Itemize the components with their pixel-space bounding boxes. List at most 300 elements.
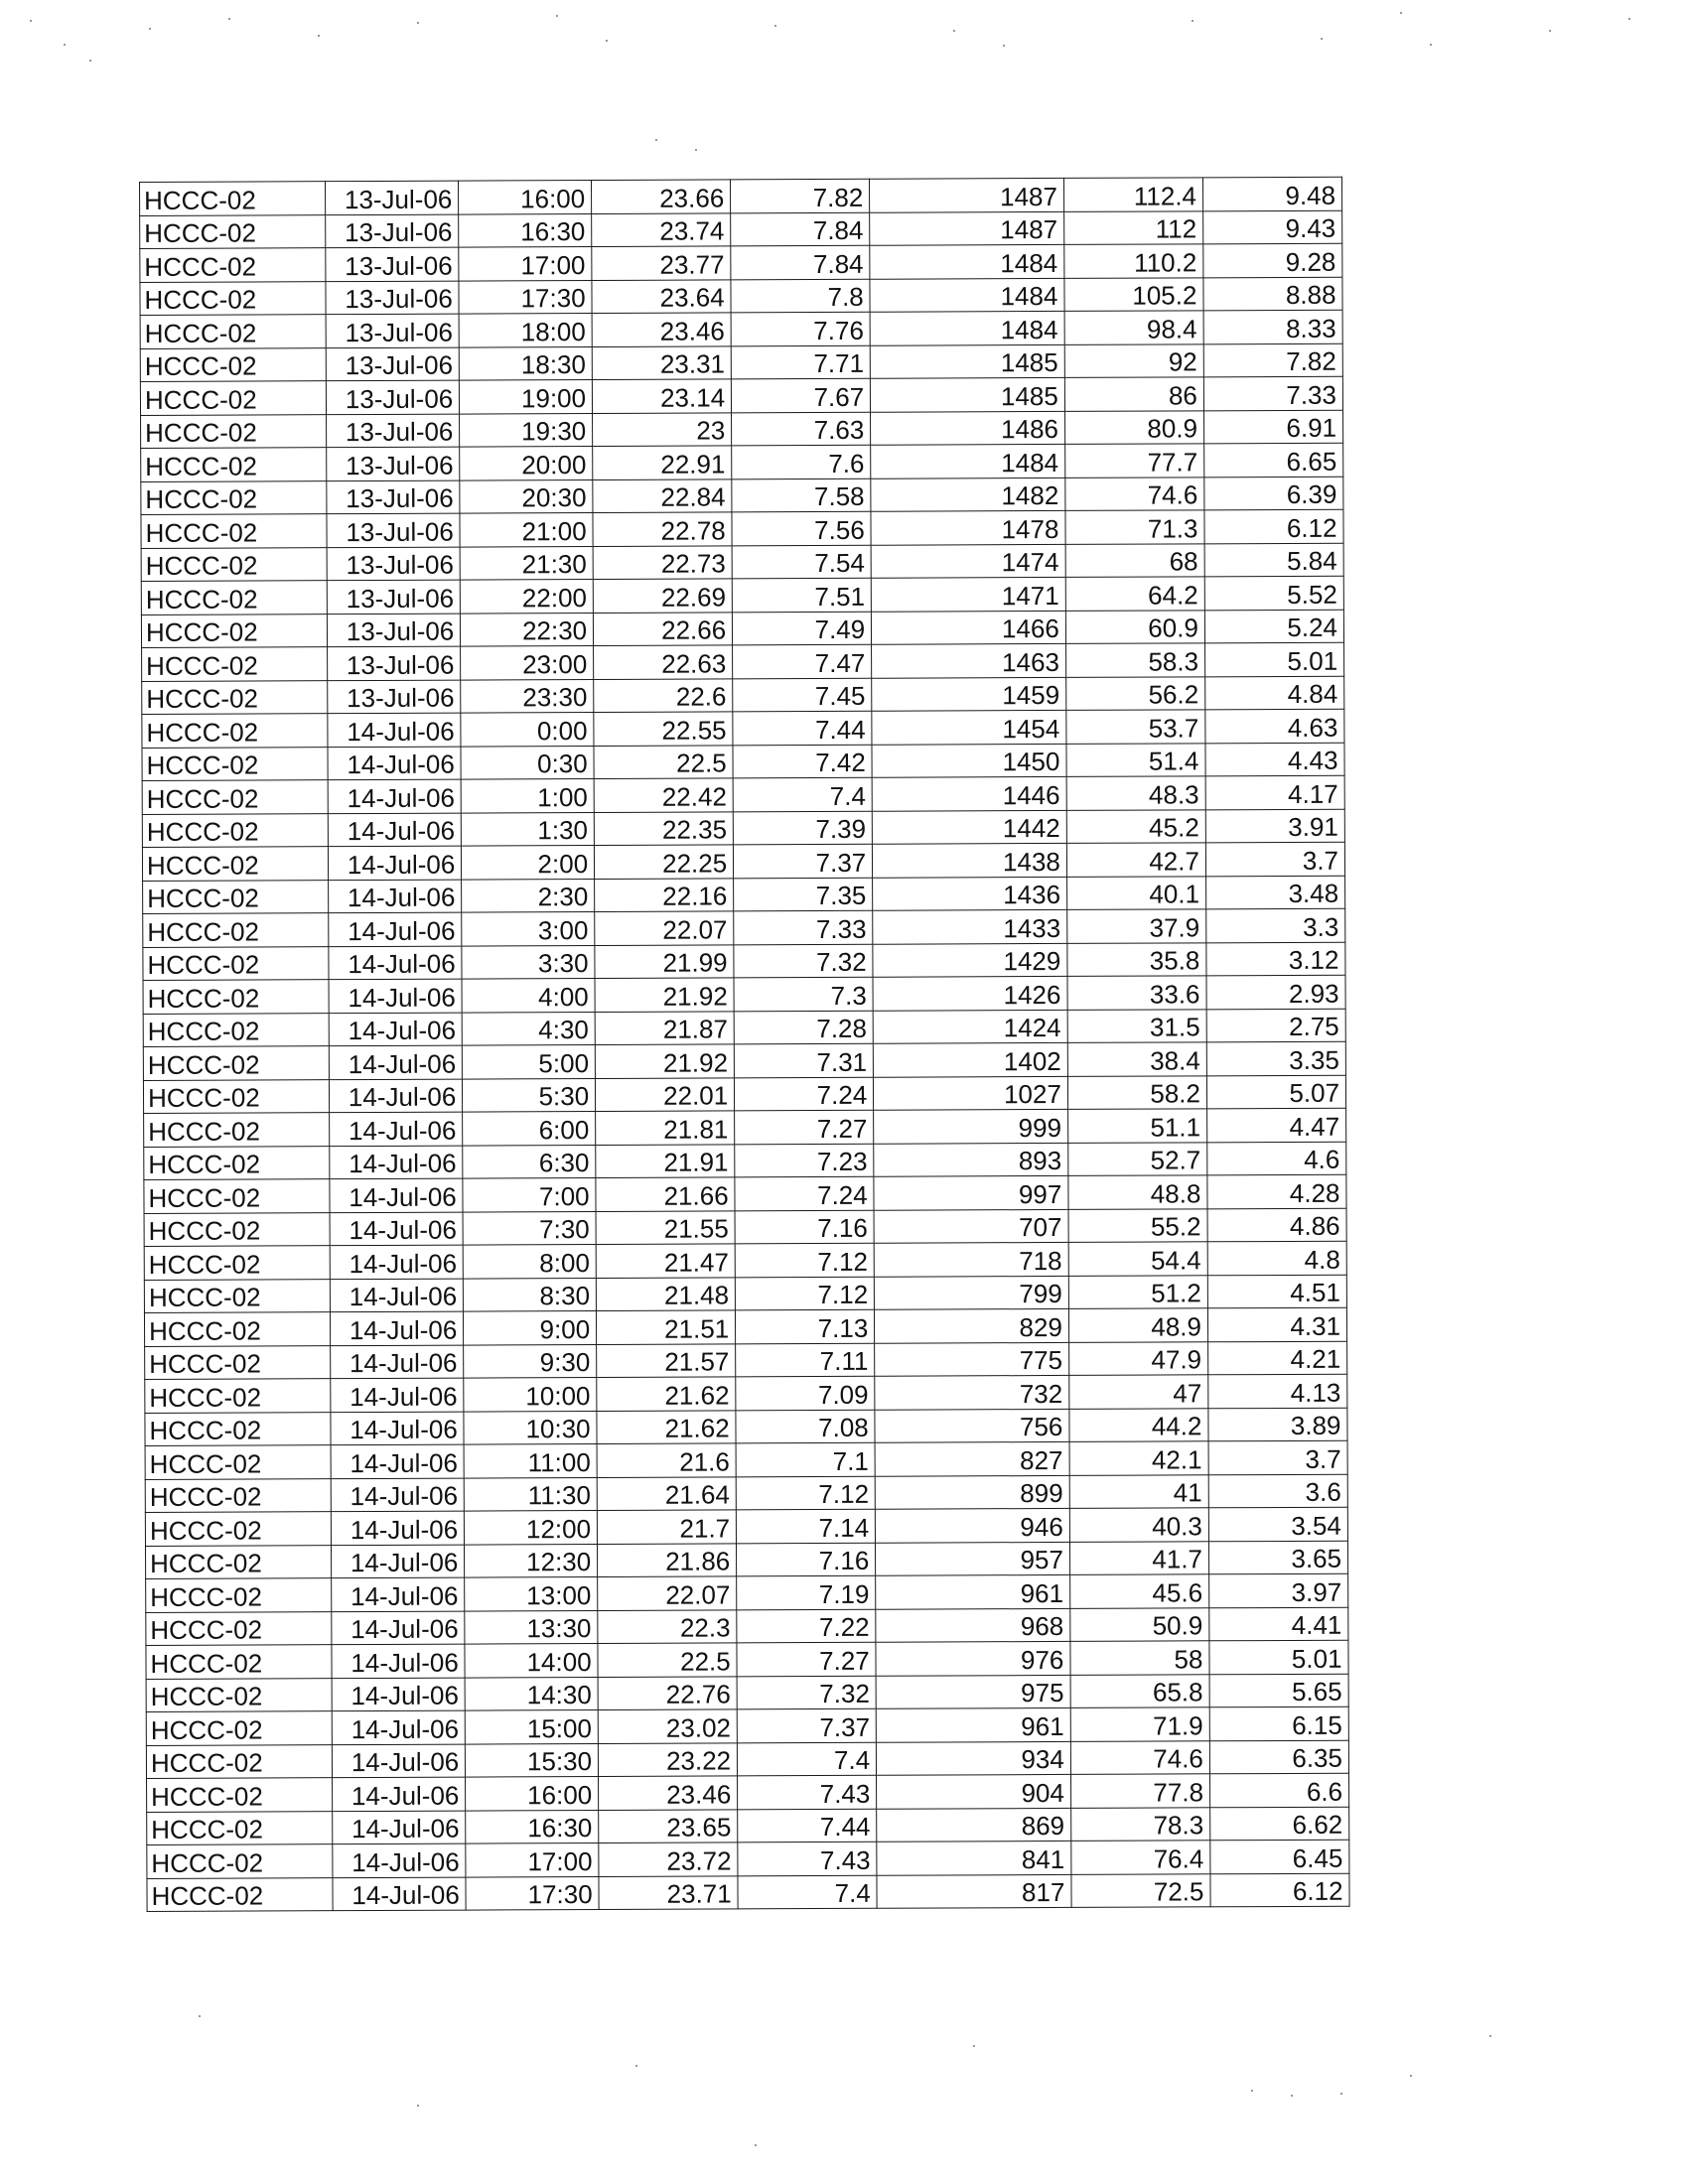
table-row bbox=[146, 1640, 1348, 1679]
table-row bbox=[140, 177, 1342, 215]
do-pct-cell: 42.7 bbox=[1066, 843, 1205, 877]
time-cell: 20:00 bbox=[460, 447, 593, 480]
site-cell: HCCC-02 bbox=[141, 547, 328, 581]
do-mg-cell: 5.52 bbox=[1204, 576, 1343, 610]
ph-cell: 7.22 bbox=[737, 1609, 876, 1643]
table-row bbox=[141, 543, 1343, 582]
ph-cell: 7.71 bbox=[731, 345, 870, 379]
table-row bbox=[145, 1507, 1347, 1546]
time-cell: 4:00 bbox=[462, 979, 595, 1013]
temp-cell: 22.73 bbox=[593, 545, 732, 579]
cond-cell: 1478 bbox=[871, 510, 1065, 544]
date-cell: 14-Jul-06 bbox=[330, 1112, 463, 1146]
do-pct-cell: 53.7 bbox=[1066, 710, 1205, 744]
time-cell: 14:00 bbox=[465, 1643, 598, 1677]
temp-cell: 21.51 bbox=[597, 1310, 736, 1344]
table-row bbox=[142, 842, 1344, 881]
do-pct-cell: 58.3 bbox=[1065, 643, 1204, 677]
site-cell: HCCC-02 bbox=[142, 780, 329, 814]
table-row bbox=[145, 1440, 1347, 1479]
temp-cell: 23.72 bbox=[599, 1843, 738, 1876]
do-pct-cell: 56.2 bbox=[1066, 676, 1205, 710]
do-pct-cell: 41.7 bbox=[1069, 1541, 1208, 1574]
time-cell: 18:30 bbox=[459, 346, 592, 380]
do-mg-cell: 6.12 bbox=[1210, 1873, 1349, 1907]
temp-cell: 22.76 bbox=[598, 1676, 737, 1709]
date-cell: 14-Jul-06 bbox=[332, 1478, 465, 1512]
time-cell: 3:30 bbox=[462, 945, 595, 979]
site-cell: HCCC-02 bbox=[145, 1545, 332, 1578]
ph-cell: 7.37 bbox=[737, 1708, 876, 1742]
time-cell: 7:00 bbox=[463, 1178, 596, 1212]
site-cell: HCCC-02 bbox=[141, 614, 328, 647]
site-cell: HCCC-02 bbox=[146, 1744, 333, 1778]
date-cell: 14-Jul-06 bbox=[329, 779, 462, 813]
temp-cell: 23 bbox=[593, 412, 732, 446]
do-pct-cell: 45.6 bbox=[1069, 1574, 1208, 1608]
ph-cell: 7.49 bbox=[733, 612, 872, 645]
date-cell: 14-Jul-06 bbox=[329, 880, 462, 913]
scan-speck bbox=[318, 35, 320, 37]
date-cell: 14-Jul-06 bbox=[333, 1710, 466, 1744]
temp-cell: 23.31 bbox=[592, 345, 731, 379]
temp-cell: 21.57 bbox=[597, 1343, 736, 1377]
cond-cell: 1484 bbox=[870, 244, 1064, 278]
scan-speck bbox=[973, 2045, 975, 2047]
time-cell: 17:30 bbox=[466, 1876, 599, 1910]
table-row bbox=[140, 376, 1342, 415]
table-row bbox=[141, 477, 1343, 515]
temp-cell: 21.55 bbox=[596, 1210, 735, 1244]
date-cell: 14-Jul-06 bbox=[331, 1378, 464, 1412]
temp-cell: 21.66 bbox=[596, 1177, 735, 1211]
scan-speck bbox=[64, 44, 66, 46]
ph-cell: 7.19 bbox=[737, 1575, 876, 1609]
scan-speck bbox=[1340, 2093, 1342, 2095]
table-row bbox=[141, 410, 1343, 449]
table-row bbox=[144, 1241, 1346, 1280]
temp-cell: 22.5 bbox=[598, 1643, 737, 1677]
time-cell: 1:30 bbox=[462, 812, 595, 846]
time-cell: 2:30 bbox=[462, 879, 595, 912]
date-cell: 13-Jul-06 bbox=[328, 680, 461, 714]
do-mg-cell: 9.48 bbox=[1202, 177, 1341, 210]
date-cell: 14-Jul-06 bbox=[333, 1744, 466, 1778]
site-cell: HCCC-02 bbox=[144, 1246, 331, 1280]
cond-cell: 1429 bbox=[873, 943, 1067, 977]
temp-cell: 21.92 bbox=[595, 978, 734, 1012]
date-cell: 14-Jul-06 bbox=[330, 1045, 463, 1079]
temp-cell: 22.69 bbox=[593, 579, 732, 613]
date-cell: 14-Jul-06 bbox=[333, 1843, 466, 1877]
date-cell: 14-Jul-06 bbox=[333, 1811, 466, 1844]
ph-cell: 7.3 bbox=[734, 977, 873, 1011]
ph-cell: 7.51 bbox=[732, 578, 871, 612]
cond-cell: 707 bbox=[874, 1209, 1068, 1243]
site-cell: HCCC-02 bbox=[147, 1811, 334, 1844]
do-pct-cell: 47 bbox=[1069, 1375, 1208, 1409]
ph-cell: 7.27 bbox=[737, 1642, 876, 1676]
do-mg-cell: 3.12 bbox=[1206, 942, 1345, 976]
cond-cell: 1484 bbox=[871, 444, 1065, 478]
do-mg-cell: 3.35 bbox=[1206, 1041, 1345, 1075]
cond-cell: 1471 bbox=[871, 577, 1065, 611]
cond-cell: 1485 bbox=[871, 377, 1065, 411]
table-row bbox=[146, 1607, 1348, 1646]
do-mg-cell: 7.33 bbox=[1203, 376, 1342, 410]
do-mg-cell: 9.28 bbox=[1203, 243, 1342, 277]
site-cell: HCCC-02 bbox=[141, 514, 328, 548]
site-cell: HCCC-02 bbox=[140, 315, 327, 348]
do-pct-cell: 45.2 bbox=[1066, 809, 1205, 843]
site-cell: HCCC-02 bbox=[143, 913, 330, 947]
time-cell: 11:00 bbox=[464, 1443, 597, 1477]
do-mg-cell: 4.84 bbox=[1205, 676, 1344, 710]
do-pct-cell: 92 bbox=[1064, 343, 1203, 377]
temp-cell: 23.66 bbox=[592, 180, 731, 213]
time-cell: 17:00 bbox=[466, 1843, 599, 1876]
temp-cell: 22.07 bbox=[598, 1576, 737, 1610]
do-mg-cell: 6.91 bbox=[1203, 410, 1342, 444]
ph-cell: 7.16 bbox=[737, 1543, 876, 1576]
cond-cell: 756 bbox=[875, 1409, 1069, 1442]
ph-cell: 7.43 bbox=[738, 1775, 877, 1809]
scan-speck bbox=[953, 30, 955, 32]
time-cell: 8:30 bbox=[464, 1278, 597, 1311]
date-cell: 14-Jul-06 bbox=[332, 1644, 465, 1678]
date-cell: 13-Jul-06 bbox=[327, 347, 460, 381]
temp-cell: 21.7 bbox=[597, 1510, 736, 1544]
site-cell: HCCC-02 bbox=[142, 680, 329, 714]
table-row bbox=[140, 243, 1342, 282]
do-mg-cell: 6.6 bbox=[1209, 1773, 1348, 1807]
do-mg-cell: 8.88 bbox=[1203, 277, 1342, 311]
site-cell: HCCC-02 bbox=[145, 1445, 332, 1479]
date-cell: 13-Jul-06 bbox=[326, 314, 459, 347]
site-cell: HCCC-02 bbox=[143, 1079, 330, 1113]
table-row bbox=[145, 1408, 1347, 1446]
site-cell: HCCC-02 bbox=[140, 214, 327, 248]
site-cell: HCCC-02 bbox=[146, 1611, 333, 1645]
ph-cell: 7.8 bbox=[731, 279, 870, 313]
scan-speck bbox=[1400, 12, 1402, 14]
time-cell: 16:30 bbox=[459, 213, 592, 247]
temp-cell: 22.91 bbox=[593, 446, 732, 479]
cond-cell: 1426 bbox=[873, 976, 1067, 1010]
time-cell: 4:30 bbox=[462, 1012, 595, 1045]
do-pct-cell: 48.3 bbox=[1066, 776, 1205, 810]
do-pct-cell: 71.3 bbox=[1065, 510, 1204, 544]
time-cell: 15:30 bbox=[466, 1743, 599, 1777]
do-mg-cell: 4.31 bbox=[1207, 1307, 1346, 1341]
time-cell: 0:30 bbox=[461, 746, 594, 779]
temp-cell: 23.46 bbox=[599, 1776, 738, 1810]
time-cell: 20:30 bbox=[460, 479, 593, 513]
date-cell: 13-Jul-06 bbox=[326, 281, 459, 315]
do-mg-cell: 3.89 bbox=[1208, 1408, 1347, 1441]
do-mg-cell: 3.7 bbox=[1208, 1440, 1347, 1474]
date-cell: 14-Jul-06 bbox=[331, 1245, 464, 1279]
table-row bbox=[143, 975, 1345, 1014]
ph-cell: 7.1 bbox=[736, 1442, 875, 1476]
table-row bbox=[144, 1174, 1346, 1213]
date-cell: 14-Jul-06 bbox=[329, 946, 462, 980]
table-row bbox=[140, 277, 1342, 316]
ph-cell: 7.12 bbox=[735, 1243, 874, 1277]
temp-cell: 21.81 bbox=[596, 1111, 735, 1145]
site-cell: HCCC-02 bbox=[141, 480, 328, 514]
do-mg-cell: 8.33 bbox=[1203, 310, 1342, 343]
cond-cell: 975 bbox=[876, 1675, 1070, 1708]
ph-cell: 7.54 bbox=[732, 545, 871, 579]
cond-cell: 829 bbox=[875, 1308, 1069, 1342]
time-cell: 13:00 bbox=[465, 1576, 598, 1610]
do-mg-cell: 4.41 bbox=[1209, 1607, 1348, 1641]
table-row bbox=[141, 576, 1343, 614]
temp-cell: 22.3 bbox=[598, 1609, 737, 1643]
temp-cell: 23.22 bbox=[598, 1742, 737, 1776]
temp-cell: 23.65 bbox=[599, 1809, 738, 1843]
cond-cell: 1484 bbox=[870, 278, 1064, 312]
time-cell: 21:30 bbox=[460, 546, 593, 580]
date-cell: 14-Jul-06 bbox=[329, 846, 462, 880]
date-cell: 14-Jul-06 bbox=[328, 713, 461, 747]
temp-cell: 23.74 bbox=[592, 212, 731, 246]
temp-cell: 21.64 bbox=[597, 1476, 736, 1510]
cond-cell: 1402 bbox=[874, 1042, 1068, 1076]
date-cell: 13-Jul-06 bbox=[327, 447, 460, 480]
site-cell: HCCC-02 bbox=[146, 1578, 333, 1612]
table-row bbox=[144, 1142, 1346, 1180]
site-cell: HCCC-02 bbox=[142, 647, 329, 681]
do-pct-cell: 51.1 bbox=[1067, 1109, 1206, 1143]
cond-cell: 817 bbox=[877, 1874, 1071, 1908]
ph-cell: 7.4 bbox=[738, 1742, 877, 1776]
table-row bbox=[147, 1807, 1349, 1845]
scan-speck bbox=[635, 2065, 637, 2067]
site-cell: HCCC-02 bbox=[142, 813, 329, 847]
do-mg-cell: 4.51 bbox=[1207, 1275, 1346, 1308]
ph-cell: 7.14 bbox=[737, 1509, 876, 1543]
do-mg-cell: 5.07 bbox=[1206, 1075, 1345, 1109]
do-pct-cell: 76.4 bbox=[1071, 1841, 1210, 1874]
cond-cell: 1487 bbox=[870, 211, 1064, 245]
do-pct-cell: 51.2 bbox=[1068, 1275, 1207, 1308]
date-cell: 14-Jul-06 bbox=[329, 912, 462, 946]
date-cell: 13-Jul-06 bbox=[328, 580, 461, 614]
cond-cell: 732 bbox=[875, 1375, 1069, 1409]
scan-speck bbox=[199, 2015, 201, 2017]
do-mg-cell: 6.45 bbox=[1210, 1840, 1349, 1873]
ph-cell: 7.23 bbox=[735, 1144, 874, 1177]
table-row bbox=[145, 1341, 1347, 1380]
do-mg-cell: 3.3 bbox=[1206, 908, 1345, 942]
cond-cell: 1027 bbox=[874, 1076, 1068, 1110]
do-mg-cell: 3.54 bbox=[1208, 1507, 1347, 1541]
do-pct-cell: 50.9 bbox=[1070, 1607, 1209, 1641]
time-cell: 8:00 bbox=[463, 1245, 596, 1279]
time-cell: 16:00 bbox=[466, 1776, 599, 1810]
date-cell: 14-Jul-06 bbox=[333, 1877, 466, 1911]
date-cell: 14-Jul-06 bbox=[331, 1279, 464, 1312]
table-body bbox=[140, 177, 1350, 1911]
table-row bbox=[144, 1275, 1346, 1313]
scan-speck bbox=[1003, 45, 1005, 47]
do-pct-cell: 98.4 bbox=[1064, 311, 1203, 344]
do-pct-cell: 78.3 bbox=[1071, 1807, 1210, 1841]
site-cell: HCCC-02 bbox=[142, 847, 329, 881]
date-cell: 14-Jul-06 bbox=[330, 1013, 463, 1046]
temp-cell: 23.64 bbox=[592, 279, 731, 313]
cond-cell: 1485 bbox=[870, 344, 1064, 378]
do-mg-cell: 4.28 bbox=[1207, 1174, 1346, 1208]
time-cell: 12:00 bbox=[465, 1510, 598, 1544]
ph-cell: 7.32 bbox=[734, 944, 873, 978]
do-pct-cell: 35.8 bbox=[1067, 942, 1206, 976]
do-mg-cell: 3.91 bbox=[1205, 809, 1344, 843]
cond-cell: 1482 bbox=[871, 478, 1065, 511]
scan-speck bbox=[1321, 38, 1323, 40]
date-cell: 14-Jul-06 bbox=[332, 1678, 465, 1711]
table-row bbox=[145, 1474, 1347, 1513]
cond-cell: 968 bbox=[876, 1608, 1070, 1642]
do-mg-cell: 6.12 bbox=[1204, 509, 1343, 543]
date-cell: 14-Jul-06 bbox=[329, 979, 462, 1013]
cond-cell: 899 bbox=[875, 1475, 1069, 1509]
date-cell: 14-Jul-06 bbox=[330, 1079, 463, 1113]
ph-cell: 7.27 bbox=[735, 1110, 874, 1144]
table-row bbox=[144, 1108, 1346, 1147]
time-cell: 15:00 bbox=[465, 1709, 598, 1743]
do-mg-cell: 4.13 bbox=[1208, 1374, 1347, 1408]
temp-cell: 22.07 bbox=[595, 911, 734, 945]
temp-cell: 22.84 bbox=[593, 478, 732, 512]
cond-cell: 1446 bbox=[872, 776, 1066, 810]
temp-cell: 21.87 bbox=[595, 1011, 734, 1044]
ph-cell: 7.42 bbox=[733, 745, 872, 778]
time-cell: 23:00 bbox=[461, 646, 594, 680]
ph-cell: 7.4 bbox=[733, 777, 872, 811]
scan-speck bbox=[417, 22, 419, 24]
data-table bbox=[139, 177, 1350, 1912]
do-pct-cell: 52.7 bbox=[1068, 1142, 1207, 1175]
site-cell: HCCC-02 bbox=[144, 1113, 331, 1147]
do-mg-cell: 4.86 bbox=[1207, 1208, 1346, 1242]
cond-cell: 827 bbox=[875, 1441, 1069, 1475]
do-pct-cell: 58.2 bbox=[1067, 1075, 1206, 1109]
table-row bbox=[146, 1674, 1348, 1712]
site-cell: HCCC-02 bbox=[146, 1678, 333, 1711]
cond-cell: 1474 bbox=[871, 544, 1065, 578]
time-cell: 23:30 bbox=[461, 679, 594, 713]
site-cell: HCCC-02 bbox=[143, 980, 330, 1014]
date-cell: 14-Jul-06 bbox=[330, 1178, 463, 1212]
ph-cell: 7.35 bbox=[734, 878, 873, 911]
date-cell: 13-Jul-06 bbox=[328, 614, 461, 647]
temp-cell: 22.55 bbox=[594, 712, 733, 746]
do-pct-cell: 38.4 bbox=[1067, 1042, 1206, 1076]
time-cell: 19:00 bbox=[460, 380, 593, 414]
scan-speck bbox=[695, 149, 697, 151]
cond-cell: 1436 bbox=[873, 877, 1067, 910]
cond-cell: 961 bbox=[876, 1707, 1070, 1741]
site-cell: HCCC-02 bbox=[140, 248, 327, 282]
do-mg-cell: 5.65 bbox=[1209, 1674, 1348, 1707]
temp-cell: 23.14 bbox=[592, 379, 731, 413]
do-pct-cell: 112 bbox=[1063, 210, 1202, 244]
scan-speck bbox=[228, 18, 230, 20]
table-row bbox=[142, 709, 1344, 748]
site-cell: HCCC-02 bbox=[147, 1778, 334, 1812]
table-row bbox=[146, 1740, 1348, 1779]
do-mg-cell: 5.01 bbox=[1204, 642, 1343, 676]
do-mg-cell: 5.01 bbox=[1209, 1640, 1348, 1674]
do-mg-cell: 3.7 bbox=[1205, 842, 1344, 876]
table-row bbox=[144, 1208, 1346, 1247]
cond-cell: 1442 bbox=[872, 810, 1066, 844]
time-cell: 9:30 bbox=[464, 1344, 597, 1378]
do-mg-cell: 4.47 bbox=[1206, 1108, 1345, 1142]
cond-cell: 934 bbox=[877, 1741, 1071, 1775]
do-pct-cell: 64.2 bbox=[1065, 577, 1204, 611]
cond-cell: 957 bbox=[876, 1542, 1070, 1575]
ph-cell: 7.44 bbox=[738, 1809, 877, 1843]
site-cell: HCCC-02 bbox=[141, 581, 328, 614]
temp-cell: 22.78 bbox=[593, 512, 732, 546]
scan-speck bbox=[149, 28, 151, 30]
scan-speck bbox=[417, 2105, 419, 2107]
cond-cell: 1424 bbox=[873, 1010, 1067, 1043]
date-cell: 14-Jul-06 bbox=[332, 1545, 465, 1578]
temp-cell: 22.42 bbox=[594, 778, 733, 812]
temp-cell: 21.92 bbox=[595, 1044, 734, 1078]
temp-cell: 22.16 bbox=[595, 878, 734, 911]
site-cell: HCCC-02 bbox=[147, 1877, 334, 1911]
table-row bbox=[143, 876, 1345, 914]
date-cell: 13-Jul-06 bbox=[327, 480, 460, 514]
ph-cell: 7.45 bbox=[733, 678, 872, 712]
table-row bbox=[140, 210, 1342, 249]
site-cell: HCCC-02 bbox=[144, 1312, 331, 1346]
time-cell: 9:00 bbox=[464, 1311, 597, 1345]
scan-speck bbox=[1291, 2095, 1293, 2097]
do-pct-cell: 47.9 bbox=[1068, 1341, 1207, 1375]
do-pct-cell: 112.4 bbox=[1063, 178, 1202, 211]
scan-speck bbox=[1430, 44, 1432, 46]
cond-cell: 799 bbox=[875, 1276, 1069, 1309]
do-mg-cell: 9.43 bbox=[1203, 210, 1342, 244]
time-cell: 19:30 bbox=[460, 413, 593, 447]
time-cell: 17:00 bbox=[459, 247, 592, 281]
do-pct-cell: 42.1 bbox=[1069, 1441, 1208, 1475]
cond-cell: 1486 bbox=[871, 411, 1065, 445]
temp-cell: 22.25 bbox=[595, 845, 734, 879]
do-pct-cell: 77.8 bbox=[1070, 1774, 1209, 1808]
scan-speck bbox=[774, 25, 776, 27]
site-cell: HCCC-02 bbox=[143, 880, 330, 913]
date-cell: 13-Jul-06 bbox=[328, 646, 461, 680]
date-cell: 13-Jul-06 bbox=[326, 181, 459, 214]
date-cell: 14-Jul-06 bbox=[331, 1311, 464, 1345]
ph-cell: 7.84 bbox=[731, 212, 870, 246]
table-row bbox=[142, 642, 1344, 681]
scan-speck bbox=[30, 20, 32, 22]
table-row bbox=[143, 1041, 1345, 1080]
time-cell: 2:00 bbox=[462, 846, 595, 880]
ph-cell: 7.09 bbox=[736, 1376, 875, 1410]
table-row bbox=[146, 1706, 1348, 1745]
date-cell: 14-Jul-06 bbox=[330, 1146, 463, 1179]
